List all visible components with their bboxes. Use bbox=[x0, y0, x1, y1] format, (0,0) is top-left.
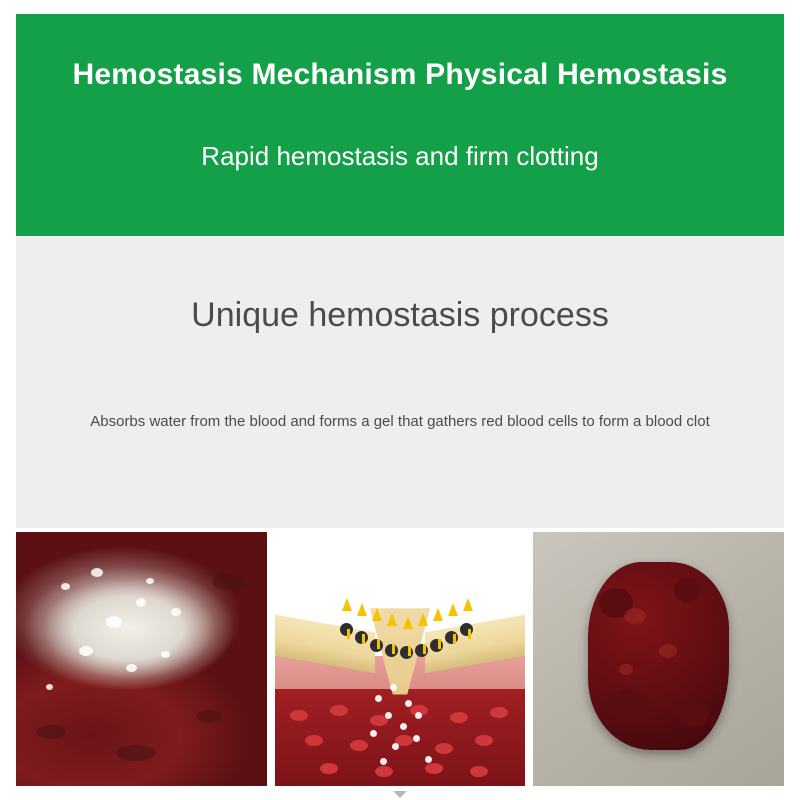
chevron-down-icon bbox=[393, 791, 407, 798]
blood-clot-photo bbox=[533, 532, 784, 786]
section-description: Absorbs water from the blood and forms a gel that gathers red blood cells to form a blood clot bbox=[90, 413, 710, 430]
section-heading: Unique hemostasis process bbox=[191, 296, 609, 334]
banner-subtitle: Rapid hemostasis and firm clotting bbox=[201, 140, 599, 171]
banner-title: Hemostasis Mechanism Physical Hemostasis bbox=[72, 58, 728, 91]
powder-on-tissue-photo bbox=[16, 532, 267, 786]
image-strip bbox=[16, 532, 784, 786]
header-banner bbox=[16, 14, 784, 236]
wound-cross-section-diagram bbox=[275, 532, 526, 786]
process-section bbox=[16, 236, 784, 528]
